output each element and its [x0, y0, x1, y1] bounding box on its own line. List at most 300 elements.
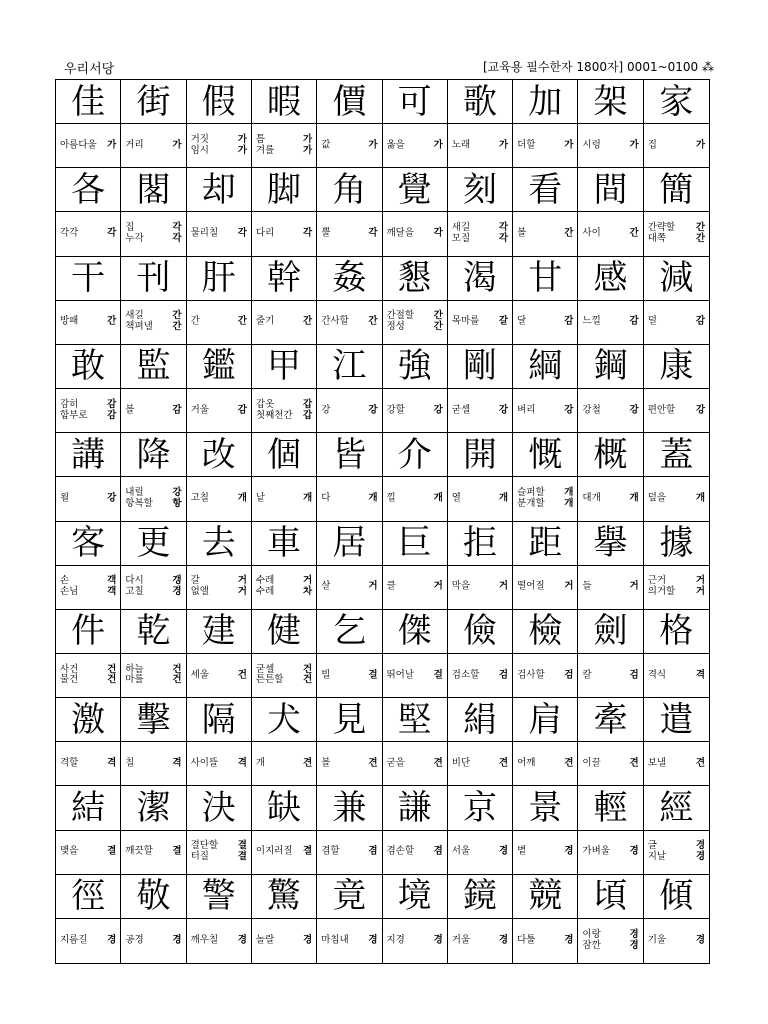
- character-range-label: [교육용 필수한자 1800자] 0001~0100 ⁂: [482, 60, 714, 74]
- meaning-text: 편안할: [647, 404, 676, 416]
- reading-cell: [187, 389, 252, 433]
- reading-cell: [121, 831, 186, 875]
- reading-cell: [187, 301, 252, 345]
- sound-text: 각: [368, 227, 378, 239]
- reading-cell: [644, 301, 709, 345]
- sound-text: 거: [433, 580, 443, 592]
- hanja-cell: 去: [187, 522, 252, 566]
- reading-cell: [187, 477, 252, 521]
- sound-text: 감: [564, 315, 574, 327]
- reading-cell: [56, 477, 121, 521]
- sound-text: 각 각: [172, 222, 182, 245]
- hanja-cell: 監: [121, 345, 186, 389]
- meaning-text: 값: [321, 139, 331, 151]
- hanja-cell: 巨: [383, 522, 448, 566]
- sound-text: 경 경: [629, 929, 639, 951]
- meaning-text: 굳셀 튼튼할: [255, 663, 284, 686]
- reading-cell: [317, 831, 382, 875]
- sound-text: 건: [237, 669, 247, 681]
- hanja-cell: 綱: [513, 345, 578, 389]
- hanja-cell: 競: [513, 875, 578, 919]
- hanja-cell: 渴: [448, 257, 513, 301]
- hanja-cell: 車: [252, 522, 317, 566]
- reading-cell: [56, 831, 121, 875]
- hanja-cell: 閣: [121, 168, 186, 212]
- reading-cell: [448, 477, 513, 521]
- hanja-cell: 徑: [56, 875, 121, 919]
- hanja-cell: 景: [513, 786, 578, 830]
- reading-cell: [187, 566, 252, 610]
- reading-cell: [513, 831, 578, 875]
- sound-text: 격: [695, 669, 705, 681]
- sound-text: 경: [172, 934, 182, 946]
- sound-text: 강: [107, 492, 117, 504]
- hanja-cell: 降: [121, 433, 186, 477]
- meaning-text: 낱: [255, 492, 266, 504]
- reading-cell: [383, 389, 448, 433]
- reading-cell: [56, 566, 121, 610]
- reading-cell: [383, 654, 448, 698]
- hanja-cell: 皆: [317, 433, 382, 477]
- meaning-text: 새길 책펴낼: [125, 310, 153, 333]
- sound-text: 거: [498, 580, 509, 592]
- hanja-cell: 假: [187, 80, 252, 124]
- hanja-cell: 建: [187, 610, 252, 654]
- hanja-cell: 姦: [317, 257, 382, 301]
- reading-cell: [644, 831, 709, 875]
- sound-text: 거: [368, 580, 378, 592]
- meaning-text: 거울: [190, 404, 209, 416]
- reading-cell: [448, 301, 513, 345]
- reading-cell: [56, 124, 121, 168]
- meaning-text: 간사할: [321, 315, 349, 327]
- meaning-text: 새길 모질: [451, 222, 471, 245]
- hanja-cell: 犬: [252, 698, 317, 742]
- reading-cell: [578, 566, 643, 610]
- hanja-cell: 經: [644, 786, 709, 830]
- reading-cell: [644, 919, 709, 963]
- hanja-cell: 甘: [513, 257, 578, 301]
- sound-text: 객 객: [107, 575, 117, 598]
- reading-cell: [56, 919, 121, 963]
- meaning-text: 지름길: [60, 934, 88, 946]
- reading-cell: [513, 212, 578, 256]
- sound-text: 경 경: [695, 840, 705, 863]
- meaning-text: 칠: [125, 757, 135, 769]
- hanja-cell: 決: [187, 786, 252, 830]
- reading-cell: [578, 389, 643, 433]
- meaning-text: 줄기: [255, 315, 275, 327]
- hanja-cell: 境: [383, 875, 448, 919]
- page-header: [56, 56, 714, 78]
- sound-text: 거 차: [303, 575, 313, 598]
- sound-text: 경: [303, 934, 313, 946]
- hanja-cell: 結: [56, 786, 121, 830]
- hanja-cell: 佳: [56, 80, 121, 124]
- meaning-text: 대개: [582, 492, 601, 504]
- reading-cell: [252, 654, 317, 698]
- sound-text: 개 개: [564, 487, 574, 509]
- reading-cell: [578, 654, 643, 698]
- hanja-cell: 康: [644, 345, 709, 389]
- meaning-text: 시렁: [582, 139, 601, 151]
- sound-text: 간: [629, 227, 639, 239]
- reading-cell: [513, 654, 578, 698]
- hanja-cell: 改: [187, 433, 252, 477]
- meaning-text: 들: [582, 580, 592, 592]
- meaning-text: 칼: [582, 669, 592, 681]
- sound-text: 거 거: [237, 575, 247, 598]
- hanja-cell: 格: [644, 610, 709, 654]
- meaning-text: 빌: [321, 669, 331, 681]
- sound-text: 강 항: [172, 487, 182, 509]
- reading-cell: [513, 919, 578, 963]
- meaning-text: 수레 수레: [255, 575, 275, 598]
- hanja-cell: 敢: [56, 345, 121, 389]
- sound-text: 건 건: [172, 663, 182, 686]
- sound-text: 각: [433, 227, 443, 239]
- hanja-cell: 蓋: [644, 433, 709, 477]
- sound-text: 결: [303, 845, 313, 857]
- reading-cell: [252, 742, 317, 786]
- reading-cell: [644, 212, 709, 256]
- hanja-cell: 介: [383, 433, 448, 477]
- reading-cell: [448, 742, 513, 786]
- sound-text: 각: [303, 227, 313, 239]
- hanja-cell: 歌: [448, 80, 513, 124]
- meaning-text: 깨달을: [386, 227, 415, 239]
- reading-cell: [448, 124, 513, 168]
- meaning-text: 낄: [386, 492, 396, 504]
- meaning-text: 막을: [451, 580, 471, 592]
- meaning-text: 이끌: [582, 757, 601, 769]
- reading-cell: [56, 654, 121, 698]
- hanja-cell: 隔: [187, 698, 252, 742]
- reading-cell: [121, 919, 186, 963]
- hanja-cell: 見: [317, 698, 382, 742]
- hanja-cell: 謙: [383, 786, 448, 830]
- hanja-cell: 儉: [448, 610, 513, 654]
- meaning-text: 물리칠: [190, 227, 219, 239]
- hanja-cell: 劍: [578, 610, 643, 654]
- meaning-text: 각각: [60, 227, 79, 239]
- reading-cell: [513, 389, 578, 433]
- meaning-text: 집 누각: [125, 222, 144, 245]
- meaning-text: 떨어질: [517, 580, 545, 592]
- meaning-text: 거리: [125, 139, 144, 151]
- meaning-text: 거짓 임시: [190, 133, 209, 156]
- hanja-cell: 竟: [317, 875, 382, 919]
- sound-text: 간 간: [172, 310, 182, 333]
- sound-text: 경: [237, 934, 247, 946]
- sound-text: 강: [564, 404, 574, 416]
- hanja-cell: 京: [448, 786, 513, 830]
- meaning-text: 갑옷 첫째천간: [255, 398, 293, 421]
- sound-text: 가 가: [303, 133, 313, 156]
- meaning-text: 개: [255, 757, 266, 769]
- meaning-text: 노래: [451, 139, 471, 151]
- sound-text: 건 건: [303, 663, 313, 686]
- reading-cell: [317, 919, 382, 963]
- reading-cell: [121, 124, 186, 168]
- hanja-cell: 家: [644, 80, 709, 124]
- sound-text: 갱 경: [172, 575, 182, 598]
- reading-cell: [317, 654, 382, 698]
- hanja-cell: 堅: [383, 698, 448, 742]
- sound-text: 견: [498, 757, 509, 769]
- hanja-cell: 街: [121, 80, 186, 124]
- meaning-text: 강: [321, 404, 331, 416]
- hanja-cell: 講: [56, 433, 121, 477]
- reading-cell: [578, 124, 643, 168]
- hanja-cell: 間: [578, 168, 643, 212]
- meaning-text: 비단: [451, 757, 471, 769]
- reading-cell: [448, 654, 513, 698]
- meaning-text: 공경: [125, 934, 144, 946]
- sound-text: 감: [695, 315, 705, 327]
- hanja-cell: 乾: [121, 610, 186, 654]
- reading-cell: [187, 124, 252, 168]
- meaning-text: 손 손님: [60, 575, 79, 598]
- meaning-text: 살: [321, 580, 331, 592]
- meaning-text: 볼: [125, 404, 135, 416]
- meaning-text: 이지러질: [255, 845, 293, 857]
- meaning-text: 내릴 항복할: [125, 487, 153, 509]
- hanja-cell: 架: [578, 80, 643, 124]
- meaning-text: 갈 없앨: [190, 575, 209, 598]
- hanja-cell: 刻: [448, 168, 513, 212]
- meaning-text: 깨우칠: [190, 934, 219, 946]
- sound-text: 간: [107, 315, 117, 327]
- hanja-cell: 客: [56, 522, 121, 566]
- meaning-text: 볼: [321, 757, 331, 769]
- hanja-cell: 擊: [121, 698, 186, 742]
- sound-text: 건 건: [107, 663, 117, 686]
- meaning-text: 가벼울: [582, 845, 610, 857]
- reading-cell: [383, 301, 448, 345]
- reading-cell: [383, 742, 448, 786]
- reading-cell: [317, 301, 382, 345]
- meaning-text: 이랑 잠깐: [582, 929, 601, 951]
- sound-text: 견: [433, 757, 443, 769]
- meaning-text: 맺을: [60, 845, 79, 857]
- reading-cell: [644, 654, 709, 698]
- reading-cell: [252, 389, 317, 433]
- meaning-text: 사이: [582, 227, 601, 239]
- meaning-text: 목마를: [451, 315, 480, 327]
- sound-text: 가: [433, 139, 443, 151]
- meaning-text: 뛰어날: [386, 669, 415, 681]
- sound-text: 간 간: [695, 222, 705, 245]
- hanja-cell: 肝: [187, 257, 252, 301]
- meaning-text: 다: [321, 492, 331, 504]
- sound-text: 검: [629, 669, 639, 681]
- hanja-cell: 概: [578, 433, 643, 477]
- meaning-text: 세울: [190, 669, 209, 681]
- reading-cell: [252, 301, 317, 345]
- reading-cell: [513, 742, 578, 786]
- reading-cell: [513, 477, 578, 521]
- meaning-text: 아름다울: [60, 139, 97, 151]
- hanja-cell: 却: [187, 168, 252, 212]
- hanja-cell: 刊: [121, 257, 186, 301]
- sound-text: 개: [303, 492, 313, 504]
- reading-cell: [317, 124, 382, 168]
- sound-text: 걸: [433, 669, 443, 681]
- hanja-cell: 拒: [448, 522, 513, 566]
- sound-text: 간: [368, 315, 378, 327]
- hanja-cell: 剛: [448, 345, 513, 389]
- reading-cell: [187, 742, 252, 786]
- sound-text: 걸: [368, 669, 378, 681]
- meaning-text: 옳을: [386, 139, 405, 151]
- hanja-cell: 傑: [383, 610, 448, 654]
- meaning-text: 사이뜰: [190, 757, 219, 769]
- hanja-cell: 各: [56, 168, 121, 212]
- reading-cell: [121, 742, 186, 786]
- hanja-cell: 兼: [317, 786, 382, 830]
- reading-cell: [578, 919, 643, 963]
- sound-text: 견: [564, 757, 574, 769]
- sound-text: 결 결: [237, 840, 247, 863]
- hanja-cell: 居: [317, 522, 382, 566]
- meaning-text: 강철: [582, 404, 601, 416]
- meaning-text: 검소할: [451, 669, 480, 681]
- meaning-text: 간절할 정성: [386, 310, 415, 333]
- reading-cell: [578, 831, 643, 875]
- hanja-cell: 激: [56, 698, 121, 742]
- hanja-cell: 覺: [383, 168, 448, 212]
- reading-cell: [187, 919, 252, 963]
- meaning-text: 볕: [517, 845, 527, 857]
- meaning-text: 격할: [60, 757, 79, 769]
- sound-text: 가: [498, 139, 509, 151]
- reading-cell: [187, 831, 252, 875]
- hanja-cell: 甲: [252, 345, 317, 389]
- reading-cell: [383, 124, 448, 168]
- meaning-text: 굳셀: [451, 404, 471, 416]
- sound-text: 격: [172, 757, 182, 769]
- reading-cell: [187, 654, 252, 698]
- meaning-text: 볼: [517, 227, 527, 239]
- hanja-cell: 鏡: [448, 875, 513, 919]
- meaning-text: 슬퍼할 분개할: [517, 487, 545, 509]
- hanja-cell: 頃: [578, 875, 643, 919]
- sound-text: 감: [172, 404, 182, 416]
- reading-cell: [383, 477, 448, 521]
- hanja-cell: 鑑: [187, 345, 252, 389]
- reading-cell: [513, 566, 578, 610]
- hanja-cell: 據: [644, 522, 709, 566]
- sound-text: 개: [237, 492, 247, 504]
- sound-text: 검: [498, 669, 509, 681]
- meaning-text: 어깨: [517, 757, 536, 769]
- sound-text: 개: [498, 492, 509, 504]
- reading-cell: [513, 124, 578, 168]
- reading-cell: [121, 301, 186, 345]
- meaning-text: 욀: [60, 492, 70, 504]
- sound-text: 경: [498, 934, 509, 946]
- meaning-text: 하늘 마를: [125, 663, 144, 686]
- sound-text: 각: [107, 227, 117, 239]
- meaning-text: 깨끗할: [125, 845, 153, 857]
- reading-cell: [121, 654, 186, 698]
- meaning-text: 더할: [517, 139, 536, 151]
- sound-text: 개: [368, 492, 378, 504]
- meaning-text: 거울: [451, 934, 471, 946]
- meaning-text: 덮을: [647, 492, 667, 504]
- hanja-cell: 更: [121, 522, 186, 566]
- meaning-text: 느낄: [582, 315, 601, 327]
- reading-cell: [448, 212, 513, 256]
- reading-cell: [383, 919, 448, 963]
- meaning-text: 벼리: [517, 404, 536, 416]
- meaning-text: 다시 고칠: [125, 575, 144, 598]
- hanja-cell: 件: [56, 610, 121, 654]
- sound-text: 가: [564, 139, 574, 151]
- reading-cell: [56, 742, 121, 786]
- reading-cell: [56, 301, 121, 345]
- reading-cell: [383, 831, 448, 875]
- sound-text: 겸: [368, 845, 378, 857]
- hanja-cell: 開: [448, 433, 513, 477]
- hanja-cell: 江: [317, 345, 382, 389]
- sound-text: 경: [564, 934, 574, 946]
- hanja-cell: 敬: [121, 875, 186, 919]
- sound-text: 결: [172, 845, 182, 857]
- meaning-text: 근거 의거할: [647, 575, 676, 598]
- sound-text: 갑 갑: [303, 398, 313, 421]
- hanja-cell: 角: [317, 168, 382, 212]
- hanja-cell: 脚: [252, 168, 317, 212]
- hanja-cell: 懇: [383, 257, 448, 301]
- sound-text: 강: [368, 404, 378, 416]
- sound-text: 거: [564, 580, 574, 592]
- hanja-cell: 驚: [252, 875, 317, 919]
- reading-cell: [448, 831, 513, 875]
- sound-text: 결: [107, 845, 117, 857]
- hanja-cell: 鋼: [578, 345, 643, 389]
- sound-text: 개: [433, 492, 443, 504]
- sound-text: 경: [107, 934, 117, 946]
- sound-text: 감 감: [107, 398, 117, 421]
- hanja-cell: 暇: [252, 80, 317, 124]
- brand-name: 우리서당: [64, 62, 115, 77]
- meaning-text: 감히 함부로: [60, 398, 88, 421]
- meaning-text: 겸손할: [386, 845, 415, 857]
- sound-text: 간: [564, 227, 574, 239]
- reading-cell: [578, 742, 643, 786]
- sound-text: 검: [564, 669, 574, 681]
- hanja-cell: 健: [252, 610, 317, 654]
- sound-text: 경: [498, 845, 509, 857]
- meaning-text: 검사할: [517, 669, 545, 681]
- sound-text: 감: [629, 315, 639, 327]
- reading-cell: [121, 389, 186, 433]
- reading-cell: [578, 477, 643, 521]
- meaning-text: 간략할 대쪽: [647, 222, 676, 245]
- reading-cell: [56, 389, 121, 433]
- meaning-text: 지경: [386, 934, 405, 946]
- sound-text: 감: [237, 404, 247, 416]
- sound-text: 개: [629, 492, 639, 504]
- sound-text: 거: [629, 580, 639, 592]
- reading-cell: [121, 477, 186, 521]
- sound-text: 격: [107, 757, 117, 769]
- sound-text: 경: [368, 934, 378, 946]
- meaning-text: 글 지날: [647, 840, 667, 863]
- meaning-text: 격식: [647, 669, 667, 681]
